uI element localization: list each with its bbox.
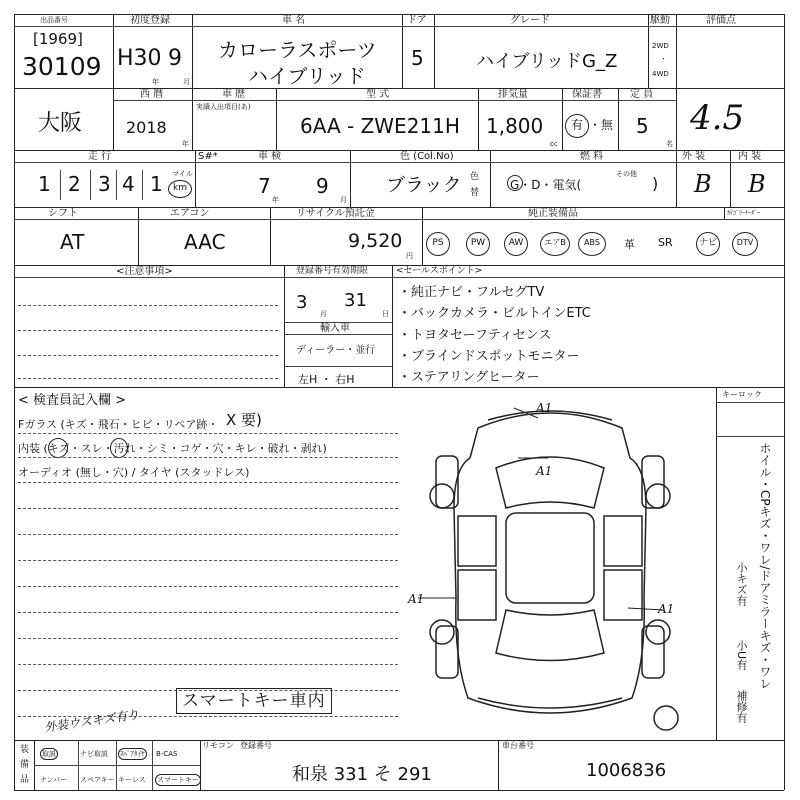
wheel-rear-left [430, 620, 454, 644]
inspection-year-unit: 年 [272, 196, 279, 204]
color-change-bottom: 替 [470, 188, 480, 198]
selling-point: ・バックカメラ・ビルトインETC [398, 306, 591, 321]
doors-value: 5 [411, 46, 424, 70]
reg-expiry-month-unit: 月 [320, 310, 327, 318]
inspection-year: 7 [258, 174, 271, 198]
car-damage-diagram [418, 398, 682, 738]
doors-label: ドア [407, 15, 427, 26]
unit-month: 月 [183, 78, 190, 86]
fuel-close: ) [652, 174, 659, 193]
drive-4wd: 4WD [652, 70, 669, 78]
side-text-wheel-mirror: ホイル・CPキズ・ワレ/ドアミラーキズ・ワレ [758, 442, 772, 690]
import-label: 輸入車 [320, 323, 350, 334]
rear-window [496, 610, 604, 661]
lot-label: 出品番号 [40, 16, 68, 24]
mileage-digit: 1 [38, 172, 51, 196]
reg-expiry-month: 3 [296, 292, 308, 313]
equipment-side-label: ｶﾃｺﾞﾘｰﾅｰﾀﾞｰ [727, 210, 761, 217]
inspection-line1: Fガラス (キズ・飛石・ヒビ・リペア跡・ [18, 418, 219, 431]
footer-side-label: 品 [20, 775, 30, 785]
import-type: ディーラー・並行 [296, 345, 376, 356]
spare-tire [654, 706, 678, 730]
door-rear-right [604, 570, 642, 620]
warranty-yes: 有 [565, 114, 589, 138]
score-label: 評価点 [706, 15, 736, 26]
footer-item-plate: ナンバー [40, 776, 68, 784]
wheel-front-right [646, 484, 670, 508]
drive-label: 駆動 [650, 15, 670, 26]
equipment-abs: ABS [578, 232, 606, 256]
interior-value: B [748, 170, 766, 198]
lot-number: 30109 [22, 52, 102, 81]
damage-mark-right-side: A1 [658, 602, 675, 616]
inspection-line3: オーディオ (無し・穴) / タイヤ (スタッドレス) [18, 466, 250, 479]
equipment-label: 純正装備品 [528, 208, 578, 219]
equipment-ps: PS [426, 232, 450, 256]
inspection-title: < 検査員記入欄 > [18, 393, 127, 408]
ac-value: AAC [184, 230, 226, 254]
footer-item-navi-manual: ナビ取説 [80, 750, 108, 758]
mileage-unit-km: km [168, 180, 192, 198]
shift-label: シフト [48, 208, 78, 219]
history-note: 実績入出項目(あ) [196, 103, 251, 111]
mileage-label: 走 行 [88, 151, 112, 162]
reg-expiry-day: 31 [344, 290, 367, 311]
equipment-dtv: DTV [732, 232, 758, 256]
selling-point: ・ステアリングヒーター [398, 370, 540, 385]
footer-item-smart-key: スマートキー [157, 776, 199, 784]
inspection-line2: 内装 (キズ・スレ・汚れ・シミ・コゲ・穴・キレ・破れ・剥れ) [18, 442, 327, 455]
displacement-value: 1,800 [486, 114, 544, 138]
footer-item-remote: リモコン [202, 741, 234, 750]
damage-mark-hood: A1 [536, 464, 553, 478]
steering: 左H ・ 右H [298, 373, 355, 386]
color-value: ブラック [386, 174, 462, 196]
footer-item-spare-key: スペアキー [80, 776, 115, 784]
fuel-label: 燃 料 [580, 151, 604, 162]
history-label: 車 歴 [222, 89, 246, 100]
door-rear-left [458, 570, 496, 620]
reg-expiry-label: 登録番号有効期限 [296, 266, 369, 276]
mileage-digit: 1 [150, 172, 163, 196]
interior-label: 内 装 [738, 151, 762, 162]
displacement-label: 排気量 [498, 89, 528, 100]
grade-label: グレード [510, 15, 550, 26]
door-front-right [604, 516, 642, 566]
rear-side-left [436, 626, 458, 678]
mileage-digit: 3 [98, 172, 111, 196]
inspection-month: 9 [316, 174, 329, 198]
footer-item-spare-tire: ｽﾍﾟｱﾀｲﾔ [120, 750, 145, 758]
mileage-digit: 4 [122, 172, 135, 196]
side-text-small-scratch: 小キズ有 [735, 562, 748, 606]
footer-item-keyless: キーレス [118, 776, 146, 784]
plate-label: 登録番号 [240, 741, 272, 750]
footer-side-label: 備 [20, 760, 30, 770]
lot-prefix: [1969] [33, 30, 83, 48]
shift-value: AT [60, 230, 85, 254]
first-reg-label: 初度登録 [130, 15, 170, 26]
reg-expiry-day-unit: 日 [382, 310, 389, 318]
model-value: 6AA - ZWE211H [300, 114, 460, 138]
chassis-number: 1006836 [586, 760, 667, 781]
wheel-rear-right [646, 620, 670, 644]
car-body-outline [454, 413, 646, 713]
footer-item-manual: 取説 [42, 750, 56, 758]
fuel-options: G・D・電気( [510, 178, 582, 192]
exterior-label: 外 装 [682, 151, 706, 162]
mileage-digit: 2 [68, 172, 81, 196]
swap-label: S#* [198, 151, 218, 162]
drive-2wd: 2WD [652, 42, 669, 50]
inspection-line1-mark: X 要) [226, 411, 262, 429]
wheel-front-left [430, 484, 454, 508]
side-text-repaired: 補修有 [735, 690, 748, 723]
ac-label: エアコン [170, 208, 210, 219]
equipment-airbag: エアB [540, 232, 570, 256]
caution-label: <注意事項> [116, 266, 173, 277]
mileage-unit-mile: マイル [172, 170, 193, 178]
equipment-sr: SR [658, 236, 673, 249]
selling-point: ・ブラインドスポットモニター [398, 349, 580, 364]
year-label: 西 暦 [140, 89, 164, 100]
equipment-pw: PW [466, 232, 490, 256]
recycle-value: 9,520 [348, 230, 403, 252]
year-unit: 年 [182, 140, 189, 148]
selling-point: ・純正ナビ・フルセグTV [398, 285, 545, 300]
rear-bumper [478, 698, 622, 708]
equipment-leather: 革 [624, 238, 635, 251]
grade-value: ハイブリッドG_Z [476, 51, 618, 72]
capacity-unit: 名 [666, 140, 673, 148]
chassis-label: 車台番号 [502, 741, 534, 750]
selling-point: ・トヨタセーフティセンス [398, 328, 552, 343]
drive-dot: ・ [660, 55, 667, 63]
score-value: 4.5 [690, 98, 745, 138]
exterior-value: B [694, 170, 712, 198]
warranty-label: 保証書 [572, 89, 602, 100]
door-front-left [458, 516, 496, 566]
region: 大阪 [38, 111, 83, 136]
capacity-value: 5 [636, 114, 649, 138]
first-reg-era: H30 [117, 46, 162, 71]
inspection-month-unit: 月 [340, 196, 347, 204]
car-name-label: 車 名 [282, 15, 306, 26]
displacement-unit: cc [550, 140, 558, 148]
roof [506, 513, 594, 603]
first-reg-month: 9 [168, 46, 182, 71]
fuel-other-label: その他 [616, 170, 637, 178]
side-text-small-dent: 小U有 [735, 640, 748, 671]
car-name-line1: カローラスポーツ [218, 38, 377, 62]
warranty-no: ・無 [589, 118, 614, 132]
exterior-note-handwriting: 外装ウスキズ有り [43, 707, 140, 735]
year-value: 2018 [126, 118, 167, 137]
footer-item-bcas: B-CAS [156, 750, 178, 758]
color-change-top: 色 [470, 172, 480, 182]
damage-mark-front-bumper: A1 [536, 401, 553, 415]
plate-number: 和泉 331 そ 291 [292, 764, 432, 785]
capacity-label: 定 員 [630, 89, 654, 100]
car-name-line2: ハイブリッド [248, 64, 366, 88]
color-label: 色 (Col.No) [400, 151, 454, 162]
equipment-aw: AW [504, 232, 528, 256]
key-lock-label: キーロック [722, 390, 762, 399]
recycle-unit: 円 [406, 252, 413, 260]
inspection-label: 車 検 [258, 151, 282, 162]
recycle-label: リサイクル預託金 [296, 208, 375, 219]
model-label: 型 式 [366, 89, 390, 100]
damage-mark-left-side: A1 [408, 592, 425, 606]
footer-side-label: 装 [20, 745, 30, 755]
rear-side-right [642, 626, 664, 678]
unit-year: 年 [152, 78, 159, 86]
selling-label: <セールスポイント> [396, 266, 483, 276]
equipment-navi: ナビ [696, 232, 720, 256]
smart-key-stamp: スマートキー車内 [176, 688, 332, 714]
